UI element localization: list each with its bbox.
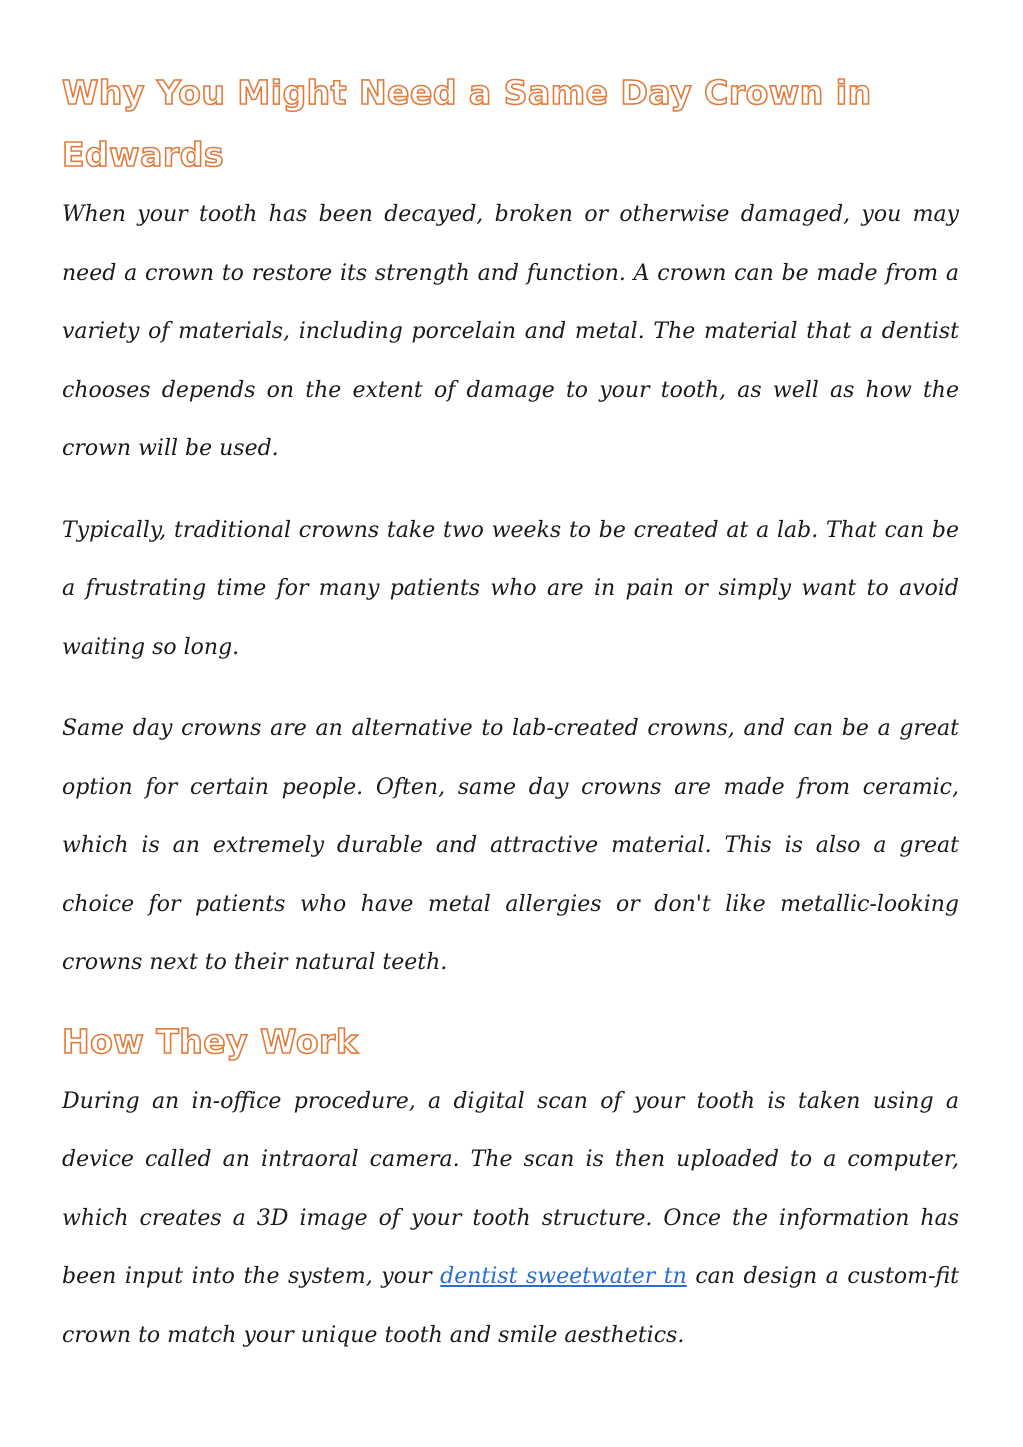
dentist-link[interactable]: dentist sweetwater tn bbox=[440, 1264, 687, 1289]
paragraph-procedure bbox=[62, 1073, 959, 1366]
paragraph-intro: When your tooth has been decayed, broken or otherwise damaged, you may need a crown to restore its strength and function. A crown can be made from a variety of materials, including porcelain and metal. The material that a dentist chooses depends on the extent of damage to your tooth, as well as how the crown will be used. bbox=[62, 202, 959, 461]
paragraph-procedure-text-start: During an in-office procedure, a digital scan of your tooth is taken using a device called an intraoral camera. The scan is then uploaded to a computer, which creates a 3D image of your tooth structure. Once the information has been input into the system, your bbox=[62, 1088, 959, 1289]
document-page bbox=[62, 62, 959, 1365]
paragraph-same-day-crowns: Same day crowns are an alternative to lab-created crowns, and can be a great option for certain people. Often, same day crowns are made from ceramic, which is an extremely durable and attractive material. This is also a great choice for patients who have metal allergies or don't like metallic-looking crowns next to their natural teeth. bbox=[62, 716, 959, 975]
section-heading-how-they-work: How They Work bbox=[62, 1021, 359, 1061]
section-heading-same-day-crown: Why You Might Need a Same Day Crown in Edwards bbox=[62, 73, 872, 174]
paragraph-traditional-crowns: Typically, traditional crowns take two weeks to be created at a lab. That can be a frustrating time for many patients who are in pain or simply want to avoid waiting so long. bbox=[62, 517, 959, 660]
paragraph-procedure-text-end: can design a custom-fit crown to match your unique tooth and smile aesthetics. bbox=[62, 1264, 959, 1348]
